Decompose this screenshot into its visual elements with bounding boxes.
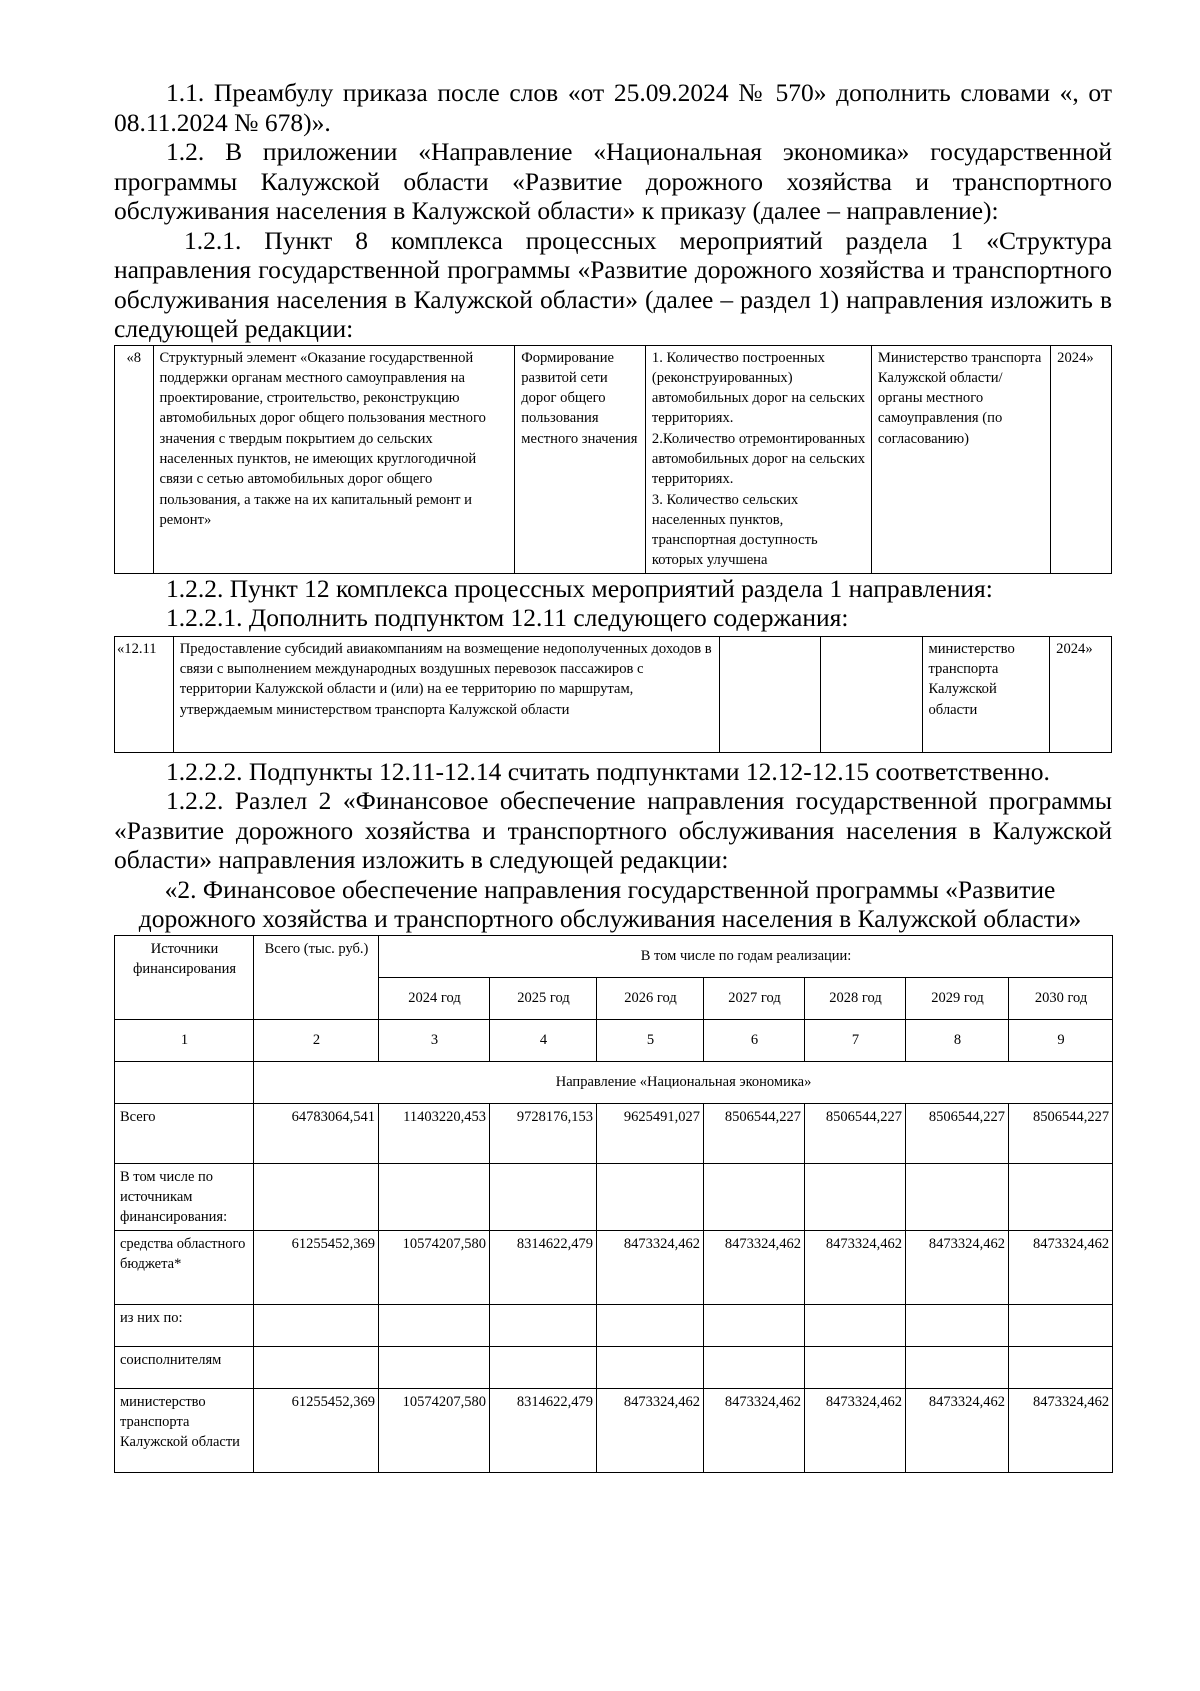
paragraph-1-2-1: 1.2.1. Пункт 8 комплекса процессных мероприятий раздела 1 «Структура направления государственной программы «Развитие дорожного хозяйства и транспортного обслуживания населения в Калужской области» (далее – раздел 1) направления изложить в следующей редакции: <box>114 225 1112 343</box>
column-number: 7 <box>805 1019 906 1061</box>
column-number: 4 <box>490 1019 597 1061</box>
item-number: «8 <box>115 345 154 573</box>
value-cell <box>597 1346 704 1388</box>
value-cell <box>254 1346 379 1388</box>
column-number: 2 <box>254 1019 379 1061</box>
table-row <box>115 636 1112 752</box>
value-cell: 8473324,462 <box>704 1388 805 1472</box>
value-cell: 8506544,227 <box>704 1103 805 1163</box>
value-cell: 8506544,227 <box>1009 1103 1113 1163</box>
value-cell: 8473324,462 <box>906 1388 1009 1472</box>
value-cell <box>906 1304 1009 1346</box>
paragraph-1-2-2-1: 1.2.2.1. Дополнить подпунктом 12.11 следующего содержания: <box>166 603 849 633</box>
row-label: В том числе по источникам финансирования: <box>115 1163 254 1230</box>
value-cell <box>805 1346 906 1388</box>
table-row <box>115 1304 1113 1346</box>
value-cell: 8314622,479 <box>490 1230 597 1304</box>
value-cell <box>490 1304 597 1346</box>
item-12-11-table <box>114 636 1112 753</box>
year-cell: 2024» <box>1051 345 1112 573</box>
value-cell <box>379 1346 490 1388</box>
value-cell: 8473324,462 <box>704 1230 805 1304</box>
header-year: 2029 год <box>906 977 1009 1019</box>
value-cell <box>254 1163 379 1230</box>
header-year: 2026 год <box>597 977 704 1019</box>
indicator-2: 2.Количество отремонтированных автомобильных дорог на сельских территориях. <box>651 430 866 488</box>
column-number: 6 <box>704 1019 805 1061</box>
value-cell <box>704 1304 805 1346</box>
table-row <box>115 345 1112 573</box>
value-cell <box>906 1346 1009 1388</box>
financing-rows <box>115 1103 1113 1472</box>
section-title: Направление «Национальная экономика» <box>254 1061 1113 1103</box>
value-cell <box>490 1163 597 1230</box>
value-cell <box>379 1163 490 1230</box>
value-cell <box>254 1304 379 1346</box>
value-cell <box>1009 1346 1113 1388</box>
row-label: соисполнителям <box>115 1346 254 1388</box>
value-cell: 9728176,153 <box>490 1103 597 1163</box>
financing-table <box>114 935 1113 1473</box>
value-cell <box>597 1163 704 1230</box>
value-cell <box>906 1163 1009 1230</box>
value-cell: 8473324,462 <box>597 1230 704 1304</box>
value-cell: 11403220,453 <box>379 1103 490 1163</box>
column-number-row <box>115 1019 1113 1061</box>
column-number: 3 <box>379 1019 490 1061</box>
value-cell: 8506544,227 <box>906 1103 1009 1163</box>
value-cell: 8473324,462 <box>805 1388 906 1472</box>
responsible-cell: министерство транспорта Калужской области <box>922 636 1050 752</box>
column-number: 5 <box>597 1019 704 1061</box>
column-number: 9 <box>1009 1019 1113 1061</box>
goal-cell: Формирование развитой сети дорог общего пользования местного значения <box>515 345 646 573</box>
responsible-cell: Министерство транспорта Калужской области/органы местного самоуправления (по согласованию) <box>871 345 1050 573</box>
table-row <box>115 1388 1113 1472</box>
value-cell <box>1009 1163 1113 1230</box>
paragraph-1-1: 1.1. Преамбулу приказа после слов «от 25.09.2024 № 570» дополнить словами «, от 08.11.2024 № 678)». <box>114 78 1112 137</box>
paragraph-1-2-2: 1.2.2. Пункт 12 комплекса процессных мероприятий раздела 1 направления: <box>166 573 993 603</box>
paragraph-section-2: 1.2.2. Разлел 2 «Финансовое обеспечение направления государственной программы «Развитие дорожного хозяйства и транспортного обслуживания населения в Калужской области» направления изложить в следующей редакции: <box>114 786 1112 875</box>
column-number: 1 <box>115 1019 254 1061</box>
item-text: Предоставление субсидий авиакомпаниям на возмещение недополученных доходов в связи с выполнением международных воздушных перевозок пассажиров с территории Калужской области и (или) на ее территорию по маршрутам, утверждаемым министерством транспорта Калужской области <box>173 636 719 752</box>
value-cell: 8473324,462 <box>805 1230 906 1304</box>
value-cell <box>704 1346 805 1388</box>
header-source: Источники финансирования <box>115 935 254 1019</box>
structural-element: Структурный элемент «Оказание государственной поддержки органам местного самоуправления на проектирование, строительство, реконструкцию автомобильных дорог общего пользования местного значения с твердым покрытием до сельских населенных пунктов, не имеющих круглогодичной связи с сетью автомобильных дорог общего пользования, а также на их капитальный ремонт и ремонт» <box>153 345 515 573</box>
value-cell <box>490 1346 597 1388</box>
row-label: средства областного бюджета* <box>115 1230 254 1304</box>
table-row <box>115 1230 1113 1304</box>
indicator-1: 1. Количество построенных (реконструированных) автомобильных дорог на сельских территориях. <box>651 349 866 427</box>
header-year: 2025 год <box>490 977 597 1019</box>
value-cell <box>704 1163 805 1230</box>
column-number: 8 <box>906 1019 1009 1061</box>
row-label: министерство транспорта Калужской области <box>115 1388 254 1472</box>
indicator-3: 3. Количество сельских населенных пунктов, транспортная доступность которых улучшена <box>651 491 818 569</box>
value-cell: 8473324,462 <box>906 1230 1009 1304</box>
header-year: 2028 год <box>805 977 906 1019</box>
empty-cell <box>719 636 820 752</box>
value-cell: 9625491,027 <box>597 1103 704 1163</box>
item-number: «12.11 <box>115 636 174 752</box>
paragraph-1-2: 1.2. В приложении «Направление «Национальная экономика» государственной программы Калужской области «Развитие дорожного хозяйства и транспортного обслуживания населения в Калужской области» к приказу (далее – направление): <box>114 137 1112 225</box>
value-cell: 10574207,580 <box>379 1230 490 1304</box>
header-years: В том числе по годам реализации: <box>379 935 1113 977</box>
value-cell <box>597 1304 704 1346</box>
empty-cell <box>115 1061 254 1103</box>
indicators-cell <box>645 345 871 573</box>
item-8-table <box>114 345 1112 574</box>
table-row <box>115 1103 1113 1163</box>
year-cell: 2024» <box>1050 636 1112 752</box>
value-cell <box>379 1304 490 1346</box>
section-row <box>115 1061 1113 1103</box>
header-total: Всего (тыс. руб.) <box>254 935 379 1019</box>
header-year: 2024 год <box>379 977 490 1019</box>
empty-cell <box>821 636 922 752</box>
value-cell <box>1009 1304 1113 1346</box>
value-cell: 8314622,479 <box>490 1388 597 1472</box>
value-cell: 8473324,462 <box>1009 1230 1113 1304</box>
value-cell: 61255452,369 <box>254 1388 379 1472</box>
value-cell: 8473324,462 <box>597 1388 704 1472</box>
row-label: из них по: <box>115 1304 254 1346</box>
header-year: 2027 год <box>704 977 805 1019</box>
financing-table-caption: «2. Финансовое обеспечение направления государственной программы «Развитие дорожного хозяйства и транспортного обслуживания населения в Калужской области» <box>138 874 1082 934</box>
row-label: Всего <box>115 1103 254 1163</box>
table-header-row <box>115 935 1113 977</box>
value-cell <box>805 1304 906 1346</box>
value-cell: 8473324,462 <box>1009 1388 1113 1472</box>
paragraph-1-2-2-2: 1.2.2.2. Подпункты 12.11-12.14 считать подпунктами 12.12-12.15 соответственно. <box>166 756 1050 786</box>
table-row <box>115 1163 1113 1230</box>
value-cell: 64783064,541 <box>254 1103 379 1163</box>
value-cell: 8506544,227 <box>805 1103 906 1163</box>
value-cell: 61255452,369 <box>254 1230 379 1304</box>
value-cell: 10574207,580 <box>379 1388 490 1472</box>
table-row <box>115 1346 1113 1388</box>
value-cell <box>805 1163 906 1230</box>
header-year: 2030 год <box>1009 977 1113 1019</box>
